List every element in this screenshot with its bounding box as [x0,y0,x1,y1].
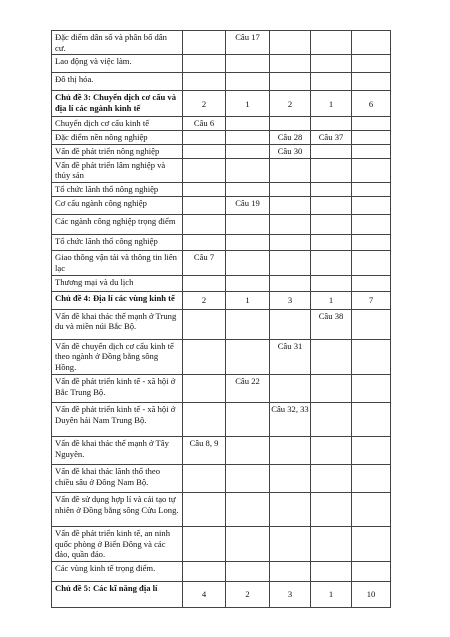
table-row [52,144,391,158]
table-row [52,309,391,339]
level-cell [183,144,226,158]
level-cell [311,374,352,402]
level-cell [352,158,391,182]
table-row [52,183,391,197]
level-cell [183,235,226,251]
level-cell [311,197,352,215]
level-cell: 2 [183,291,226,309]
topic-cell: Thương mại và du lịch [52,275,183,291]
level-cell: Câu 37 [311,131,352,145]
level-cell [226,436,270,464]
level-cell: 3 [270,291,311,309]
section-row [52,582,391,608]
topic-cell: Các vùng kinh tế trọng điểm. [52,562,183,582]
level-cell: Câu 28 [270,131,311,145]
level-cell [226,215,270,235]
level-cell [352,73,391,91]
level-cell: 2 [270,91,311,117]
level-cell [226,117,270,131]
topic-cell: Đặc điểm nền nông nghiệp [52,131,183,145]
level-cell [311,55,352,73]
topic-cell: Vấn đề sử dụng hợp lí và cải tạo tự nhiên ở Đồng bằng sông Cửu Long. [52,492,183,526]
level-cell [352,197,391,215]
topic-cell: Vấn đề chuyển dịch cơ cấu kinh tế theo ngành ở Đồng bằng sông Hồng. [52,339,183,374]
level-cell [270,309,311,339]
level-cell: 6 [352,91,391,117]
level-cell [183,31,226,55]
topic-cell: Chủ đề 4: Địa lí các vùng kinh tế [52,291,183,309]
level-cell: 10 [352,582,391,608]
level-cell [270,183,311,197]
table-row [52,492,391,526]
exam-matrix-table [51,30,391,608]
level-cell [183,492,226,526]
level-cell [183,309,226,339]
level-cell [352,402,391,436]
level-cell [352,31,391,55]
level-cell [311,235,352,251]
level-cell [311,251,352,275]
section-row [52,91,391,117]
level-cell [311,402,352,436]
level-cell [226,309,270,339]
level-cell: Câu 19 [226,197,270,215]
level-cell [183,526,226,561]
topic-cell: Cơ cấu ngành công nghiệp [52,197,183,215]
level-cell [226,235,270,251]
table-row [52,31,391,55]
level-cell: 1 [311,582,352,608]
table-row [52,436,391,464]
level-cell: Câu 6 [183,117,226,131]
level-cell [270,73,311,91]
level-cell [226,73,270,91]
level-cell [270,158,311,182]
level-cell: 4 [183,582,226,608]
topic-cell: Giao thông vận tải và thông tin liên lạc [52,251,183,275]
level-cell: 3 [270,582,311,608]
level-cell [311,117,352,131]
level-cell [226,402,270,436]
level-cell [183,374,226,402]
level-cell: Câu 17 [226,31,270,55]
level-cell [352,251,391,275]
level-cell [226,131,270,145]
topic-cell: Vấn đề phát triển kinh tế - xã hội ở Bắc Trung Bộ. [52,374,183,402]
level-cell [183,197,226,215]
table-row [52,374,391,402]
level-cell [311,562,352,582]
level-cell [183,562,226,582]
level-cell [183,158,226,182]
table-row [52,131,391,145]
topic-cell: Chủ đề 3: Chuyển dịch cơ cấu và địa lí các ngành kinh tế [52,91,183,117]
section-row [52,291,391,309]
level-cell [183,183,226,197]
level-cell [352,183,391,197]
level-cell: 2 [183,91,226,117]
level-cell [311,526,352,561]
level-cell [311,492,352,526]
level-cell: Câu 38 [311,309,352,339]
level-cell [311,339,352,374]
level-cell [311,73,352,91]
level-cell [270,374,311,402]
table-row [52,215,391,235]
topic-cell: Tổ chức lãnh thổ công nghiệp [52,235,183,251]
level-cell [270,117,311,131]
topic-cell: Vấn đề khai thác thế mạnh ở Tây Nguyên. [52,436,183,464]
topic-cell: Chuyển dịch cơ cấu kinh tế [52,117,183,131]
level-cell: Câu 31 [270,339,311,374]
matrix-body [52,31,391,608]
level-cell [311,31,352,55]
topic-cell: Vấn đề phát triển kinh tế, an ninh quốc phòng ở Biển Đông và các đảo, quần đảo. [52,526,183,561]
level-cell [311,158,352,182]
topic-cell: Vấn đề phát triển lâm nghiệp và thủy sản [52,158,183,182]
level-cell [226,183,270,197]
level-cell [270,251,311,275]
table-row [52,562,391,582]
level-cell: 7 [352,291,391,309]
table-row [52,251,391,275]
level-cell: Câu 32, 33 [270,402,311,436]
table-row [52,339,391,374]
level-cell: 1 [226,91,270,117]
table-row [52,197,391,215]
level-cell [270,275,311,291]
level-cell: 2 [226,582,270,608]
level-cell [352,131,391,145]
topic-cell: Vấn đề khai thác thế mạnh ở Trung du và miền núi Bắc Bộ. [52,309,183,339]
level-cell [270,31,311,55]
level-cell [226,275,270,291]
level-cell: 1 [226,291,270,309]
level-cell [311,215,352,235]
table-row [52,55,391,73]
level-cell: Câu 7 [183,251,226,275]
level-cell [183,215,226,235]
topic-cell: Đô thị hóa. [52,73,183,91]
level-cell [352,117,391,131]
level-cell [352,339,391,374]
level-cell [352,235,391,251]
level-cell [270,197,311,215]
level-cell [352,562,391,582]
level-cell [270,215,311,235]
level-cell [183,131,226,145]
level-cell [226,55,270,73]
level-cell [270,526,311,561]
level-cell [226,158,270,182]
level-cell [311,464,352,492]
level-cell [270,436,311,464]
topic-cell: Các ngành công nghiệp trọng điểm [52,215,183,235]
table-row [52,402,391,436]
level-cell: Câu 8, 9 [183,436,226,464]
level-cell [352,464,391,492]
topic-cell: Tổ chức lãnh thổ nông nghiệp [52,183,183,197]
level-cell [352,275,391,291]
level-cell [226,144,270,158]
level-cell: Câu 22 [226,374,270,402]
level-cell [352,55,391,73]
topic-cell: Chủ đề 5: Các kĩ năng địa lí [52,582,183,608]
level-cell [311,275,352,291]
level-cell: 1 [311,91,352,117]
level-cell [183,464,226,492]
level-cell [226,251,270,275]
level-cell [270,235,311,251]
level-cell [270,55,311,73]
level-cell [183,402,226,436]
level-cell [226,464,270,492]
level-cell: Câu 30 [270,144,311,158]
table-row [52,73,391,91]
level-cell [226,492,270,526]
level-cell [226,526,270,561]
level-cell [352,309,391,339]
level-cell [226,562,270,582]
level-cell [311,183,352,197]
table-row [52,464,391,492]
level-cell [352,215,391,235]
level-cell: 1 [311,291,352,309]
topic-cell: Vấn đề phát triển nông nghiệp [52,144,183,158]
level-cell [311,144,352,158]
table-row [52,526,391,561]
table-row [52,117,391,131]
topic-cell: Vấn đề khai thác lãnh thổ theo chiều sâu ở Đông Nam Bộ. [52,464,183,492]
table-row [52,235,391,251]
level-cell [183,275,226,291]
topic-cell: Lao động và việc làm. [52,55,183,73]
topic-cell: Vấn đề phát triển kinh tế - xã hội ở Duyên hải Nam Trung Bộ. [52,402,183,436]
table-row [52,275,391,291]
level-cell [183,339,226,374]
level-cell [311,436,352,464]
level-cell [270,492,311,526]
level-cell [352,492,391,526]
level-cell [352,436,391,464]
level-cell [352,374,391,402]
table-row [52,158,391,182]
level-cell [183,73,226,91]
level-cell [352,526,391,561]
level-cell [352,144,391,158]
topic-cell: Đặc điểm dân số và phân bố dân cư. [52,31,183,55]
level-cell [270,464,311,492]
level-cell [183,55,226,73]
level-cell [226,339,270,374]
level-cell [270,562,311,582]
